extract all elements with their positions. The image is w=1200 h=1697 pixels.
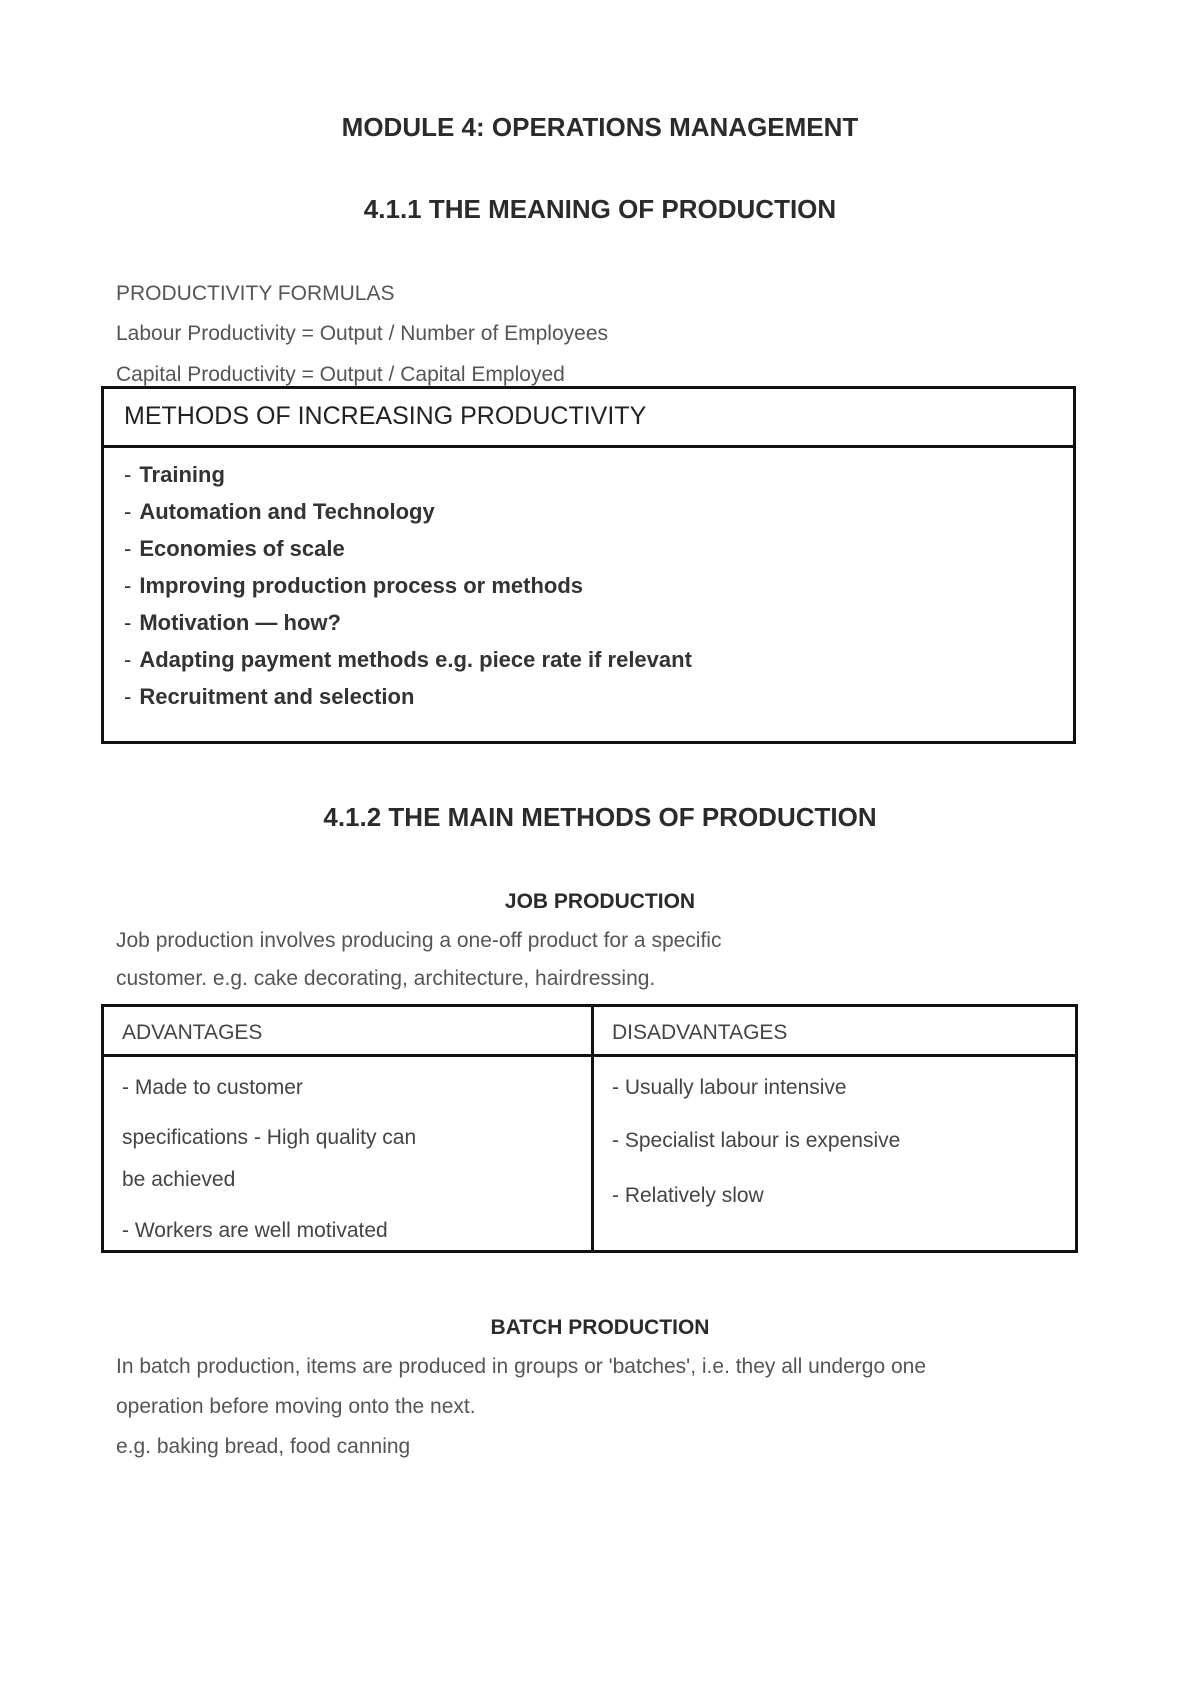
table-column-divider xyxy=(591,1007,594,1250)
disadvantage-line: - Relatively slow xyxy=(612,1184,764,1207)
batch-production-desc-line-2: operation before moving onto the next. xyxy=(116,1395,476,1418)
bullet-dash: - xyxy=(124,573,132,598)
list-item xyxy=(124,684,692,721)
list-item-text: Automation and Technology xyxy=(139,499,435,524)
bullet-dash: - xyxy=(124,499,132,524)
job-production-title: JOB PRODUCTION xyxy=(504,890,696,913)
bullet-dash: - xyxy=(124,610,132,635)
advantage-line: be achieved xyxy=(122,1168,236,1191)
table-row-divider xyxy=(104,1054,1075,1057)
job-production-table xyxy=(101,1004,1078,1253)
advantage-line: - Made to customer xyxy=(122,1076,303,1099)
formulas-heading: PRODUCTIVITY FORMULAS xyxy=(116,282,395,305)
section-title-meaning-of-production: 4.1.1 THE MEANING OF PRODUCTION xyxy=(363,194,837,224)
list-item-text: Improving production process or methods xyxy=(139,573,584,598)
list-item xyxy=(124,647,692,684)
advantages-header: ADVANTAGES xyxy=(122,1021,263,1044)
batch-production-title: BATCH PRODUCTION xyxy=(490,1316,710,1339)
list-item-text: Training xyxy=(139,462,225,487)
capital-productivity-formula: Capital Productivity = Output / Capital Employed xyxy=(116,363,565,386)
list-item xyxy=(124,536,692,573)
batch-production-desc-line-3: e.g. baking bread, food canning xyxy=(116,1435,411,1458)
module-title: MODULE 4: OPERATIONS MANAGEMENT xyxy=(341,112,859,142)
list-item-text: Adapting payment methods e.g. piece rate if relevant xyxy=(139,647,692,672)
job-production-desc-line-2: customer. e.g. cake decorating, architecture, hairdressing. xyxy=(116,967,656,990)
bullet-dash: - xyxy=(124,647,132,672)
batch-production-desc-line-1: In batch production, items are produced in groups or 'batches', i.e. they all undergo one xyxy=(116,1355,927,1378)
list-item xyxy=(124,573,692,610)
methods-list xyxy=(124,462,692,721)
job-production-desc-line-1: Job production involves producing a one-off product for a specific xyxy=(116,929,722,952)
methods-box-header xyxy=(104,389,1073,448)
advantage-line: - Workers are well motivated xyxy=(122,1219,388,1242)
list-item xyxy=(124,610,692,647)
bullet-dash: - xyxy=(124,462,132,487)
bullet-dash: - xyxy=(124,536,132,561)
list-item xyxy=(124,462,692,499)
methods-of-increasing-productivity-box xyxy=(101,386,1076,744)
disadvantages-header: DISADVANTAGES xyxy=(612,1021,788,1044)
list-item xyxy=(124,499,692,536)
disadvantage-line: - Usually labour intensive xyxy=(612,1076,847,1099)
bullet-dash: - xyxy=(124,684,132,709)
advantage-line: specifications - High quality can xyxy=(122,1126,417,1149)
section-title-main-methods: 4.1.2 THE MAIN METHODS OF PRODUCTION xyxy=(323,802,877,832)
methods-box-title: METHODS OF INCREASING PRODUCTIVITY xyxy=(124,402,647,430)
disadvantage-line: - Specialist labour is expensive xyxy=(612,1129,901,1152)
list-item-text: Motivation — how? xyxy=(139,610,341,635)
list-item-text: Economies of scale xyxy=(139,536,345,561)
labour-productivity-formula: Labour Productivity = Output / Number of Employees xyxy=(116,322,608,345)
list-item-text: Recruitment and selection xyxy=(139,684,415,709)
